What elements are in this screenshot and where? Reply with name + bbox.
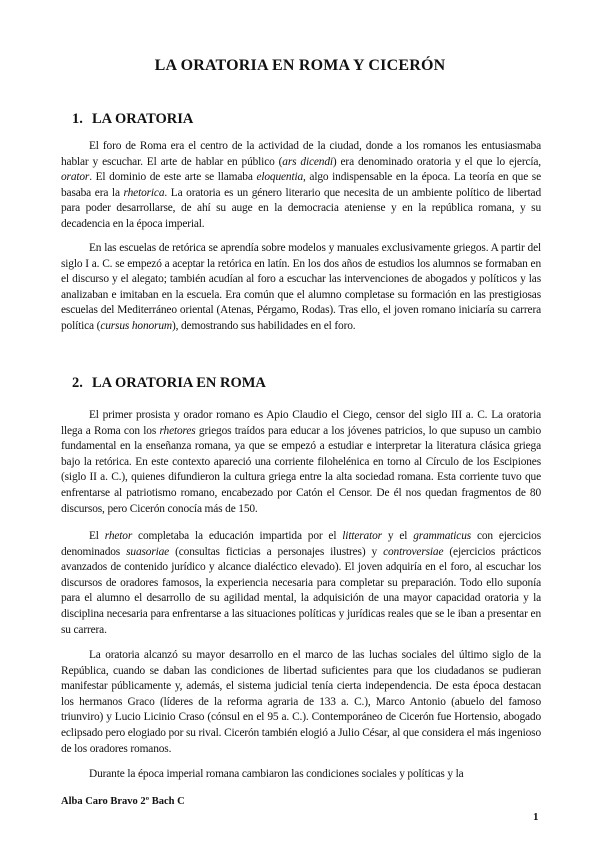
text-run: ) era denominado oratoria y el que lo ejercía,	[332, 155, 541, 168]
italic-term: grammaticus	[413, 530, 472, 542]
text-run: La oratoria alcanzó su mayor desarrollo en el marco de las luchas sociales del último siglo de la República, cuando se daban las condiciones de libertad suficientes para que los ciudadanos se pudieran manifestar públicamente y, además, el sistema judicial tenía cierta independencia. De esta época destacan los hermanos Graco (líderes de la reforma agraria de 133 a. C.), Marco Antonio (abuelo del famoso triunviro) y Lucio Licinio Craso (cónsul en el 95 a. C.). Contemporáneo de Cicerón fue Hortensio, abogado eclipsado pero elogiado por su rival. Cicerón también elogió a Julio César, al que considera el más ingenioso de los oradores romanos.	[61, 649, 541, 755]
text-run: El	[89, 530, 105, 542]
section-number: 2.	[72, 375, 83, 391]
italic-term: ars dicendi	[282, 155, 333, 168]
section-title: LA ORATORIA	[92, 111, 194, 127]
paragraph	[61, 408, 541, 517]
text-run: (consultas ficticias a personajes ilustres) y	[169, 545, 384, 558]
text-run: completaba la educación impartida por el	[132, 530, 343, 542]
paragraph	[61, 139, 541, 233]
italic-term: rhetorica	[123, 186, 165, 199]
section-title: LA ORATORIA EN ROMA	[92, 375, 266, 391]
section-number: 1.	[72, 111, 83, 127]
text-run: . La oratoria es un género literario que necesita de un ambiente político de libertad para poder desarrollarse, de ahí su auge en la democracia ateniense y en la república romana, y su decadencia en la época imperial.	[61, 186, 541, 230]
italic-term: orator	[61, 171, 90, 184]
italic-term: rhetores	[159, 424, 196, 437]
section-heading-1	[72, 111, 193, 128]
italic-term: suasoriae	[126, 545, 170, 558]
text-run: ), demostrando sus habilidades en el foro.	[171, 319, 356, 332]
italic-term: rhetor	[104, 530, 133, 542]
italic-term: cursus honorum	[100, 319, 172, 332]
page-number: 1	[533, 811, 539, 823]
text-run: En las escuelas de retórica se aprendía sobre modelos y manuales exclusivamente griegos. A partir del siglo I a. C. se empezó a aceptar la retórica en latín. En los dos años de estudios los alumnos se formaban en el discurso y el alegato; también acudían al foro a escuchar las intervenciones de abogados y políticos y las analizaban e imitaban en la escuela. Era común que el alumno completase su formación en las prestigiosas escuelas del Mediterráneo oriental (Atenas, Pérgamo, Rodas). Tras ello, el joven romano iniciaría su carrera política (	[61, 242, 541, 332]
italic-term: controversiae	[383, 545, 444, 558]
section-heading-2	[72, 375, 266, 392]
italic-term: litterator	[342, 530, 382, 542]
paragraph	[61, 648, 541, 757]
text-run: (ejercicios prácticos avanzados de contenido jurídico y alcance dialéctico elevado). El joven adquiría en el foro, al escuchar los discursos de oradores famosos, la experiencia necesaria para completar su preparación. Todo ello suponía para el alumno el desarrollo de su agilidad mental, la adquisición de una mayor capacidad oratoria y la disciplina necesaria para enfrentarse a las situaciones políticas y jurídicas reales que se le iban a presentar en su carrera.	[61, 545, 541, 636]
text-run: . El dominio de este arte se llamaba	[89, 171, 257, 184]
text-run: Durante la época imperial romana cambiaron las condiciones sociales y políticas y la	[89, 768, 464, 780]
text-run: con ejercicios denominados	[61, 530, 542, 558]
footer-author: Alba Caro Bravo 2º Bach C	[61, 796, 185, 807]
text-run: El foro de Roma era el centro de la actividad de la ciudad, donde a los romanos les entusiasmaba hablar y escuchar. El arte de hablar en público (	[61, 140, 541, 168]
text-run: griegos traídos para educar a los jóvenes patricios, lo que supuso un cambio fundamental en la enseñanza romana, ya que se empezó a estudiar e interpretar la literatura clásica griega bajo la retórica. En este contexto apareció una corriente filohelénica en torno al Círculo de los Escipiones (siglo II a. C.), quienes difundieron la cultura griega entre la alta sociedad romana. Esta corriente tuvo que enfrentarse al patriotismo romano, encabezado por Catón el Censor. De él nos quedan fragmentos de 80 discursos, pero Cicerón conocía más de 150.	[61, 424, 541, 515]
document-title: LA ORATORIA EN ROMA Y CICERÓN	[154, 57, 446, 74]
text-run: y el	[381, 530, 414, 542]
text-run: , algo indispensable en la época. La teoría en que se basaba era la	[61, 171, 541, 199]
paragraph	[61, 529, 541, 638]
paragraph	[61, 767, 541, 783]
text-run: El primer prosista y orador romano es Apio Claudio el Ciego, censor del siglo III a. C. La oratoria llega a Roma con los	[61, 409, 541, 437]
italic-term: eloquentia	[256, 171, 304, 184]
paragraph	[61, 241, 541, 335]
